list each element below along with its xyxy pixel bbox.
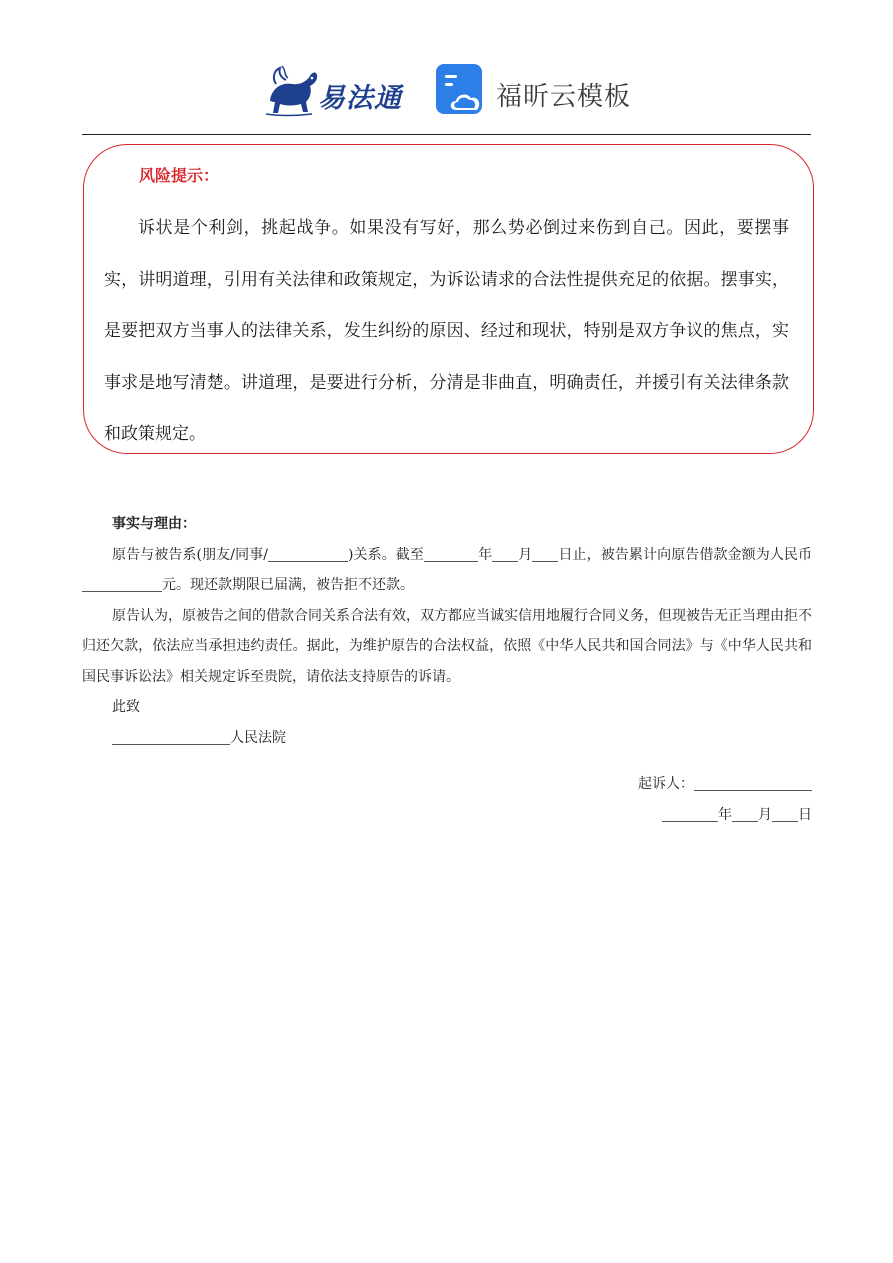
month-blank: [492, 545, 518, 562]
court-line: [82, 723, 812, 754]
facts-text-4: 元。现还款期限已届满，被告拒不还款。: [162, 577, 414, 593]
facts-heading: 事实与理由：: [112, 516, 196, 532]
facts-text-1: 原告与被告系(朋友/同事/: [112, 546, 268, 563]
facts-month: 月: [518, 546, 533, 563]
relationship-blank: [268, 545, 348, 562]
facts-year: 年: [478, 546, 493, 563]
cloud-document-icon: [436, 64, 486, 116]
sign-day-label: 日: [798, 807, 812, 823]
sign-month-blank: [732, 805, 758, 822]
court-name-blank: [112, 728, 230, 745]
day-blank: [532, 545, 558, 562]
sign-day-blank: [772, 805, 798, 822]
sign-year-blank: [662, 805, 718, 822]
header-divider: [82, 134, 811, 135]
plaintiff-label: 起诉人：: [638, 776, 694, 792]
yifatong-logo: [262, 62, 412, 118]
year-blank: [424, 545, 478, 562]
signature-date: [662, 804, 812, 824]
risk-notice-title: 风险提示：: [139, 166, 220, 185]
paragraph-reasons: 原告认为，原被告之间的借款合同关系合法有效，双方都应当诚实信用地履行合同义务，但现被告无正当理由拒不归还欠款，依法应当承担违约责任。据此，为维护原告的合法权益，依照《中华人民共和国合同法》与《中华人民共和国民事诉讼法》相关规定诉至贵院，请依法支持原告的诉请。: [82, 607, 812, 685]
sign-month-label: 月: [758, 807, 772, 823]
foxit-template-logo: [436, 64, 636, 118]
amount-blank: [82, 575, 162, 592]
plaintiff-signature: [638, 773, 812, 793]
header: [0, 58, 893, 120]
court-suffix: 人民法院: [230, 729, 286, 746]
salutation: 此致: [112, 699, 140, 715]
risk-notice-body: 诉状是个利剑，挑起战争。如果没有写好，那么势必倒过来伤到自己。因此，要摆事实，讲明道理，引用有关法律和政策规定，为诉讼请求的合法性提供充足的依据。摆事实，是要把双方当事人的法律关系，发生纠纷的原因、经过和现状，特别是双方争议的焦点，实事求是地写清楚。讲道理，是要进行分析，分清是非曲直，明确责任，并援引有关法律条款和政策规定。: [104, 218, 789, 444]
sign-year-label: 年: [718, 807, 732, 823]
risk-notice-box: [83, 144, 814, 454]
facts-text-2: )关系。截至: [347, 546, 424, 563]
facts-text-3: 日止，被告累计向原告借款金额为人民币: [558, 546, 813, 563]
yifatong-brand-text: 易法通: [318, 83, 402, 114]
paragraph-facts: [82, 540, 812, 601]
document-body: [82, 509, 812, 753]
plaintiff-blank: [694, 774, 812, 791]
qilin-icon: [262, 62, 320, 118]
foxit-brand-text: 福昕云模板: [496, 82, 632, 112]
